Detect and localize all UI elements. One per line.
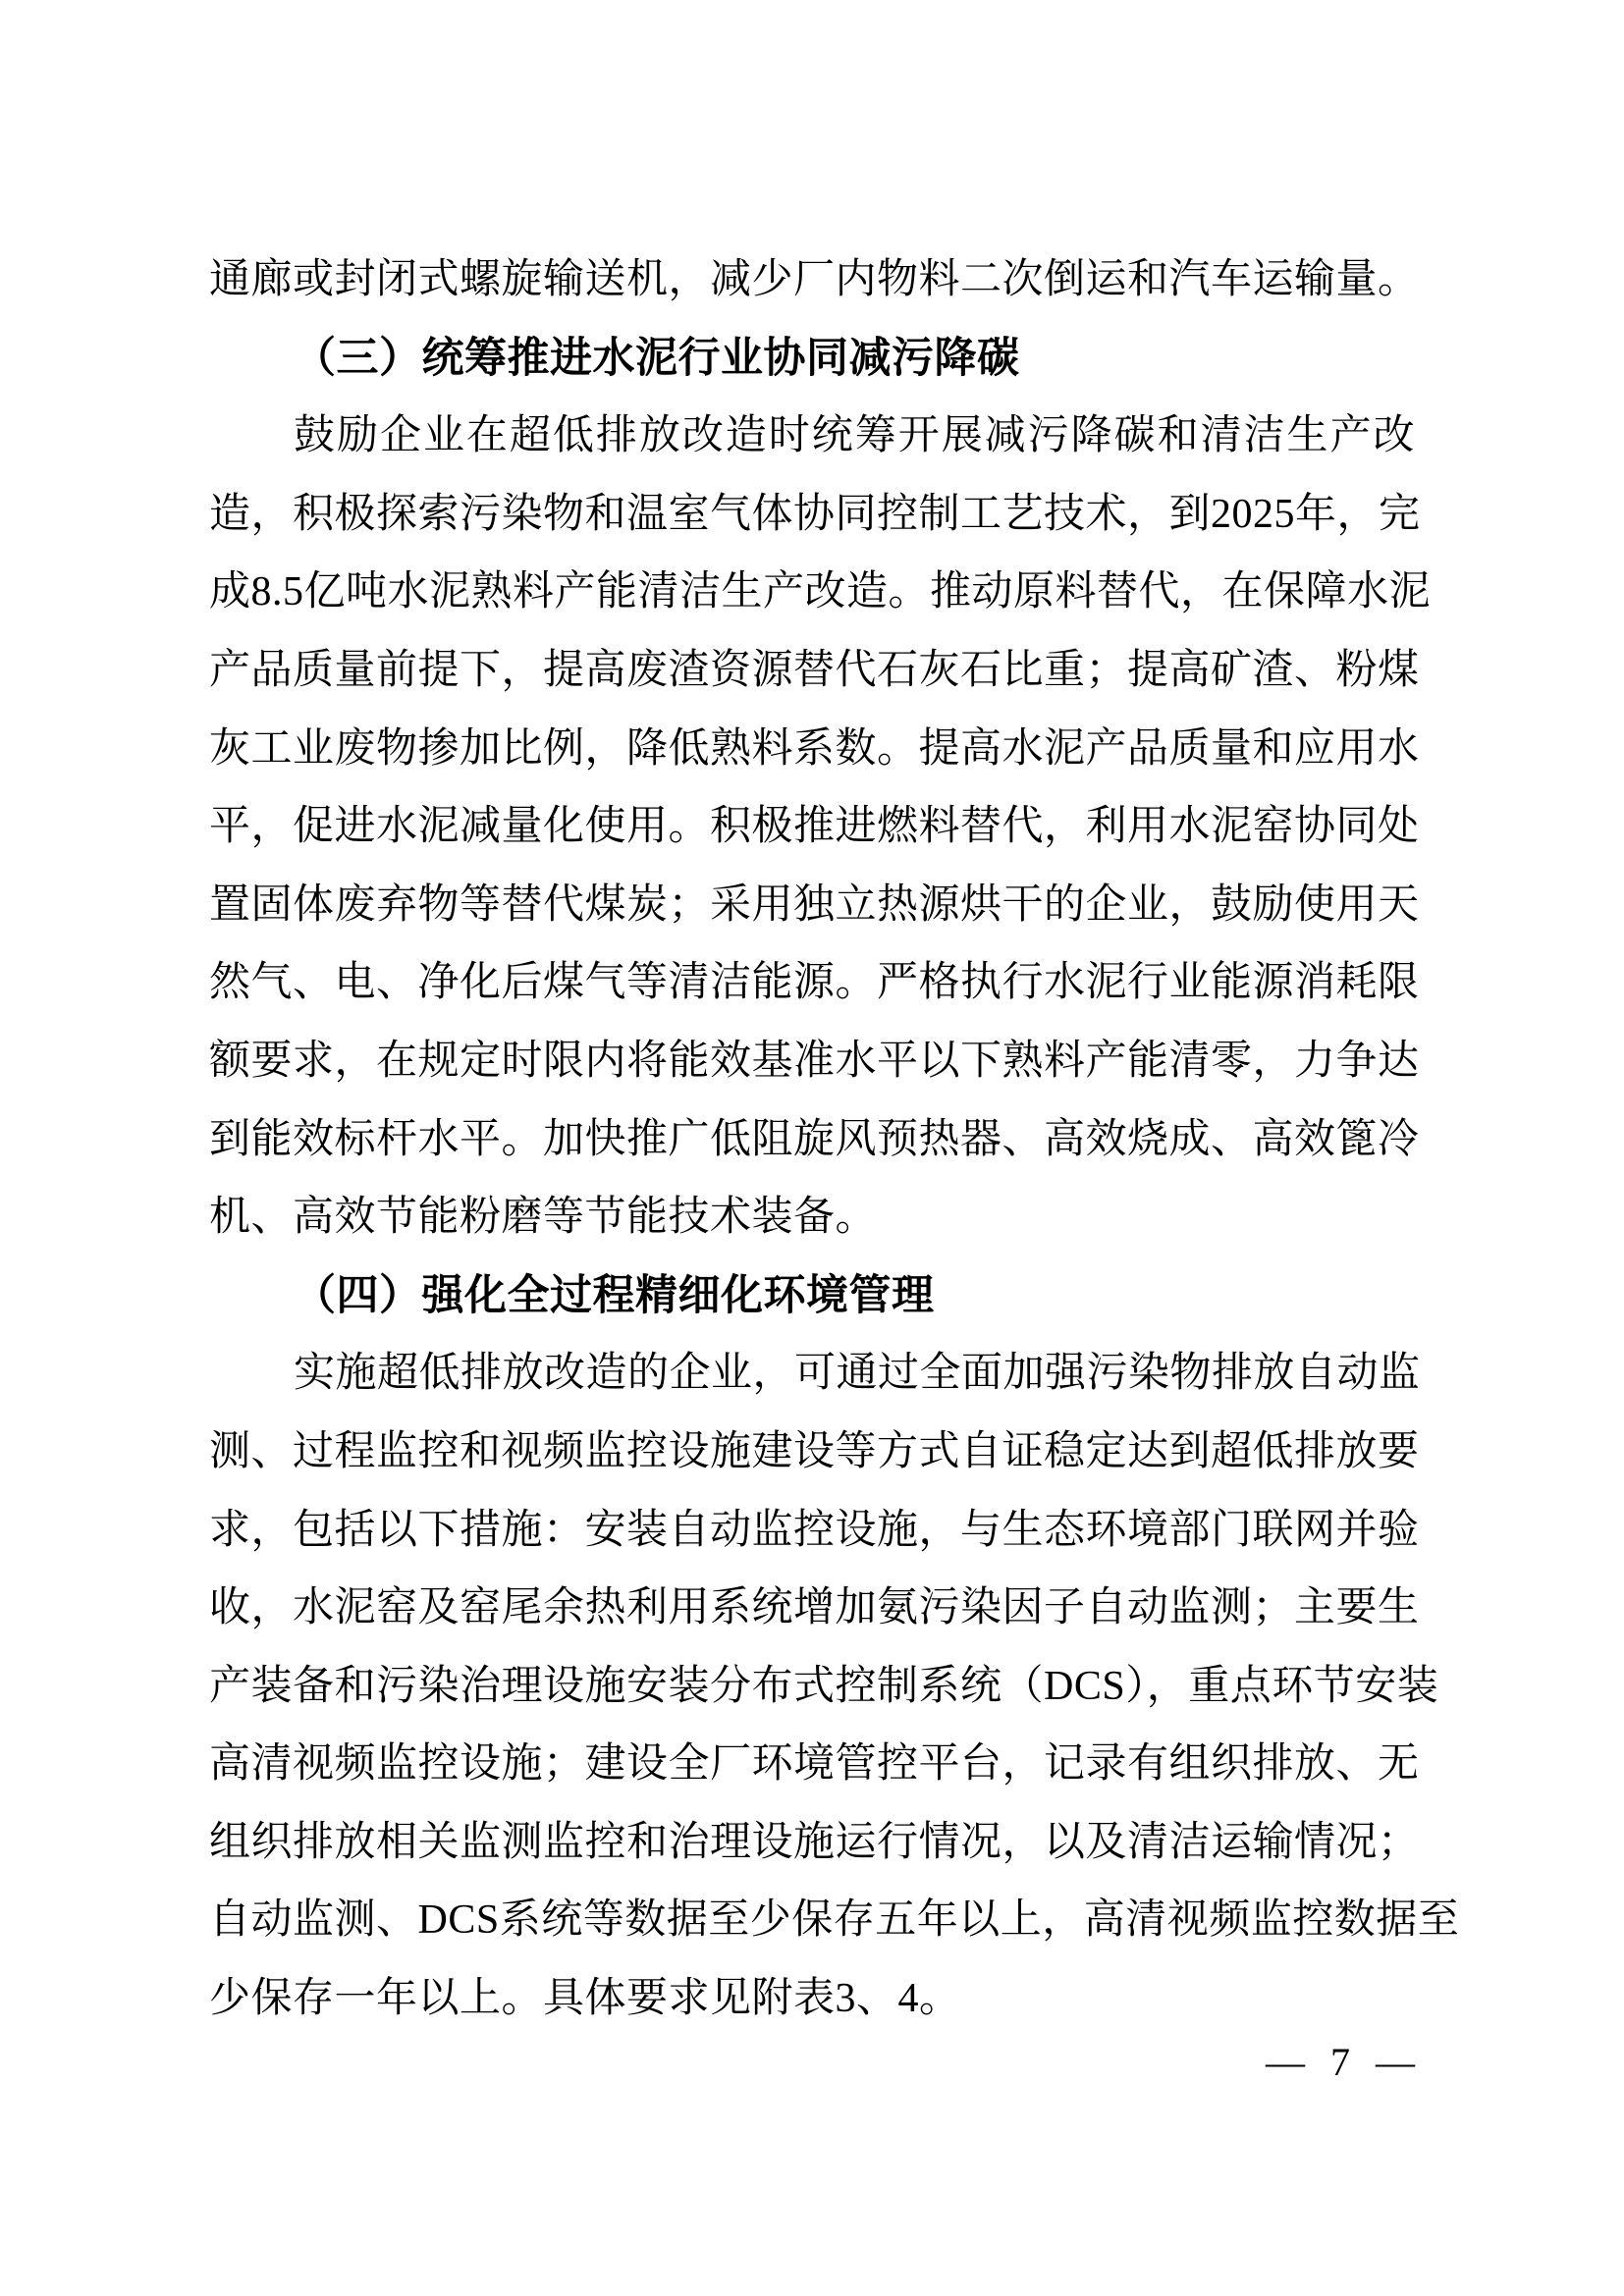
text-line: 通廊或封闭式螺旋输送机，减少厂内物料二次倒运和汽车运输量。 — [209, 257, 1420, 302]
document-body — [209, 241, 1460, 2039]
section-heading: （三）统筹推进水泥行业协同减污降碳 — [294, 335, 1020, 382]
text-line: 自动监测、DCS系统等数据至少保存五年以上，高清视频监控数据至 — [209, 1897, 1460, 1944]
text-line: 额要求，在规定时限内将能效基准水平以下熟料产能清零，力争达 — [209, 1038, 1420, 1084]
text-line: 组织排放相关监测监控和治理设施运行情况，以及清洁运输情况； — [209, 1819, 1420, 1865]
text-line: 机、高效节能粉磨等节能技术装备。 — [209, 1195, 878, 1241]
text-line: 然气、电、净化后煤气等清洁能源。严格执行水泥行业能源消耗限 — [209, 960, 1420, 1006]
text-line: 实施超低排放改造的企业，可通过全面加强污染物排放自动监 — [294, 1351, 1421, 1397]
text-line: 求，包括以下措施：安装自动监控设施，与生态环境部门联网并验 — [209, 1507, 1420, 1553]
page-number: — 7 — — [1266, 2040, 1415, 2084]
text-line: 造，积极探索污染物和温室气体协同控制工艺技术，到2025年，完 — [209, 491, 1421, 537]
text-line: 测、过程监控和视频监控设施建设等方式自证稳定达到超低排放要 — [209, 1428, 1420, 1474]
text-line: 到能效标杆水平。加快推广低阻旋风预热器、高效烧成、高效篦冷 — [209, 1116, 1420, 1162]
section-heading: （四）强化全过程精细化环境管理 — [294, 1272, 935, 1319]
text-line: 鼓励企业在超低排放改造时统筹开展减污降碳和清洁生产改 — [294, 413, 1415, 459]
text-line: 少保存一年以上。具体要求见附表3、4。 — [209, 1976, 961, 2022]
text-line: 高清视频监控设施；建设全厂环境管控平台，记录有组织排放、无 — [209, 1741, 1420, 1788]
text-line: 收，水泥窑及窑尾余热利用系统增加氨污染因子自动监测；主要生 — [209, 1585, 1420, 1631]
text-line: 成8.5亿吨水泥熟料产能清洁生产改造。推动原料替代，在保障水泥 — [209, 569, 1432, 615]
text-line: 平，促进水泥减量化使用。积极推进燃料替代，利用水泥窑协同处 — [209, 804, 1420, 850]
text-line: 产品质量前提下，提高废渣资源替代石灰石比重；提高矿渣、粉煤 — [209, 647, 1420, 693]
text-line: 产装备和污染治理设施安装分布式控制系统（DCS），重点环节安装 — [209, 1663, 1439, 1709]
text-line: 灰工业废物掺加比例，降低熟料系数。提高水泥产品质量和应用水 — [209, 725, 1420, 772]
text-line: 置固体废弃物等替代煤炭；采用独立热源烘干的企业，鼓励使用天 — [209, 881, 1420, 928]
